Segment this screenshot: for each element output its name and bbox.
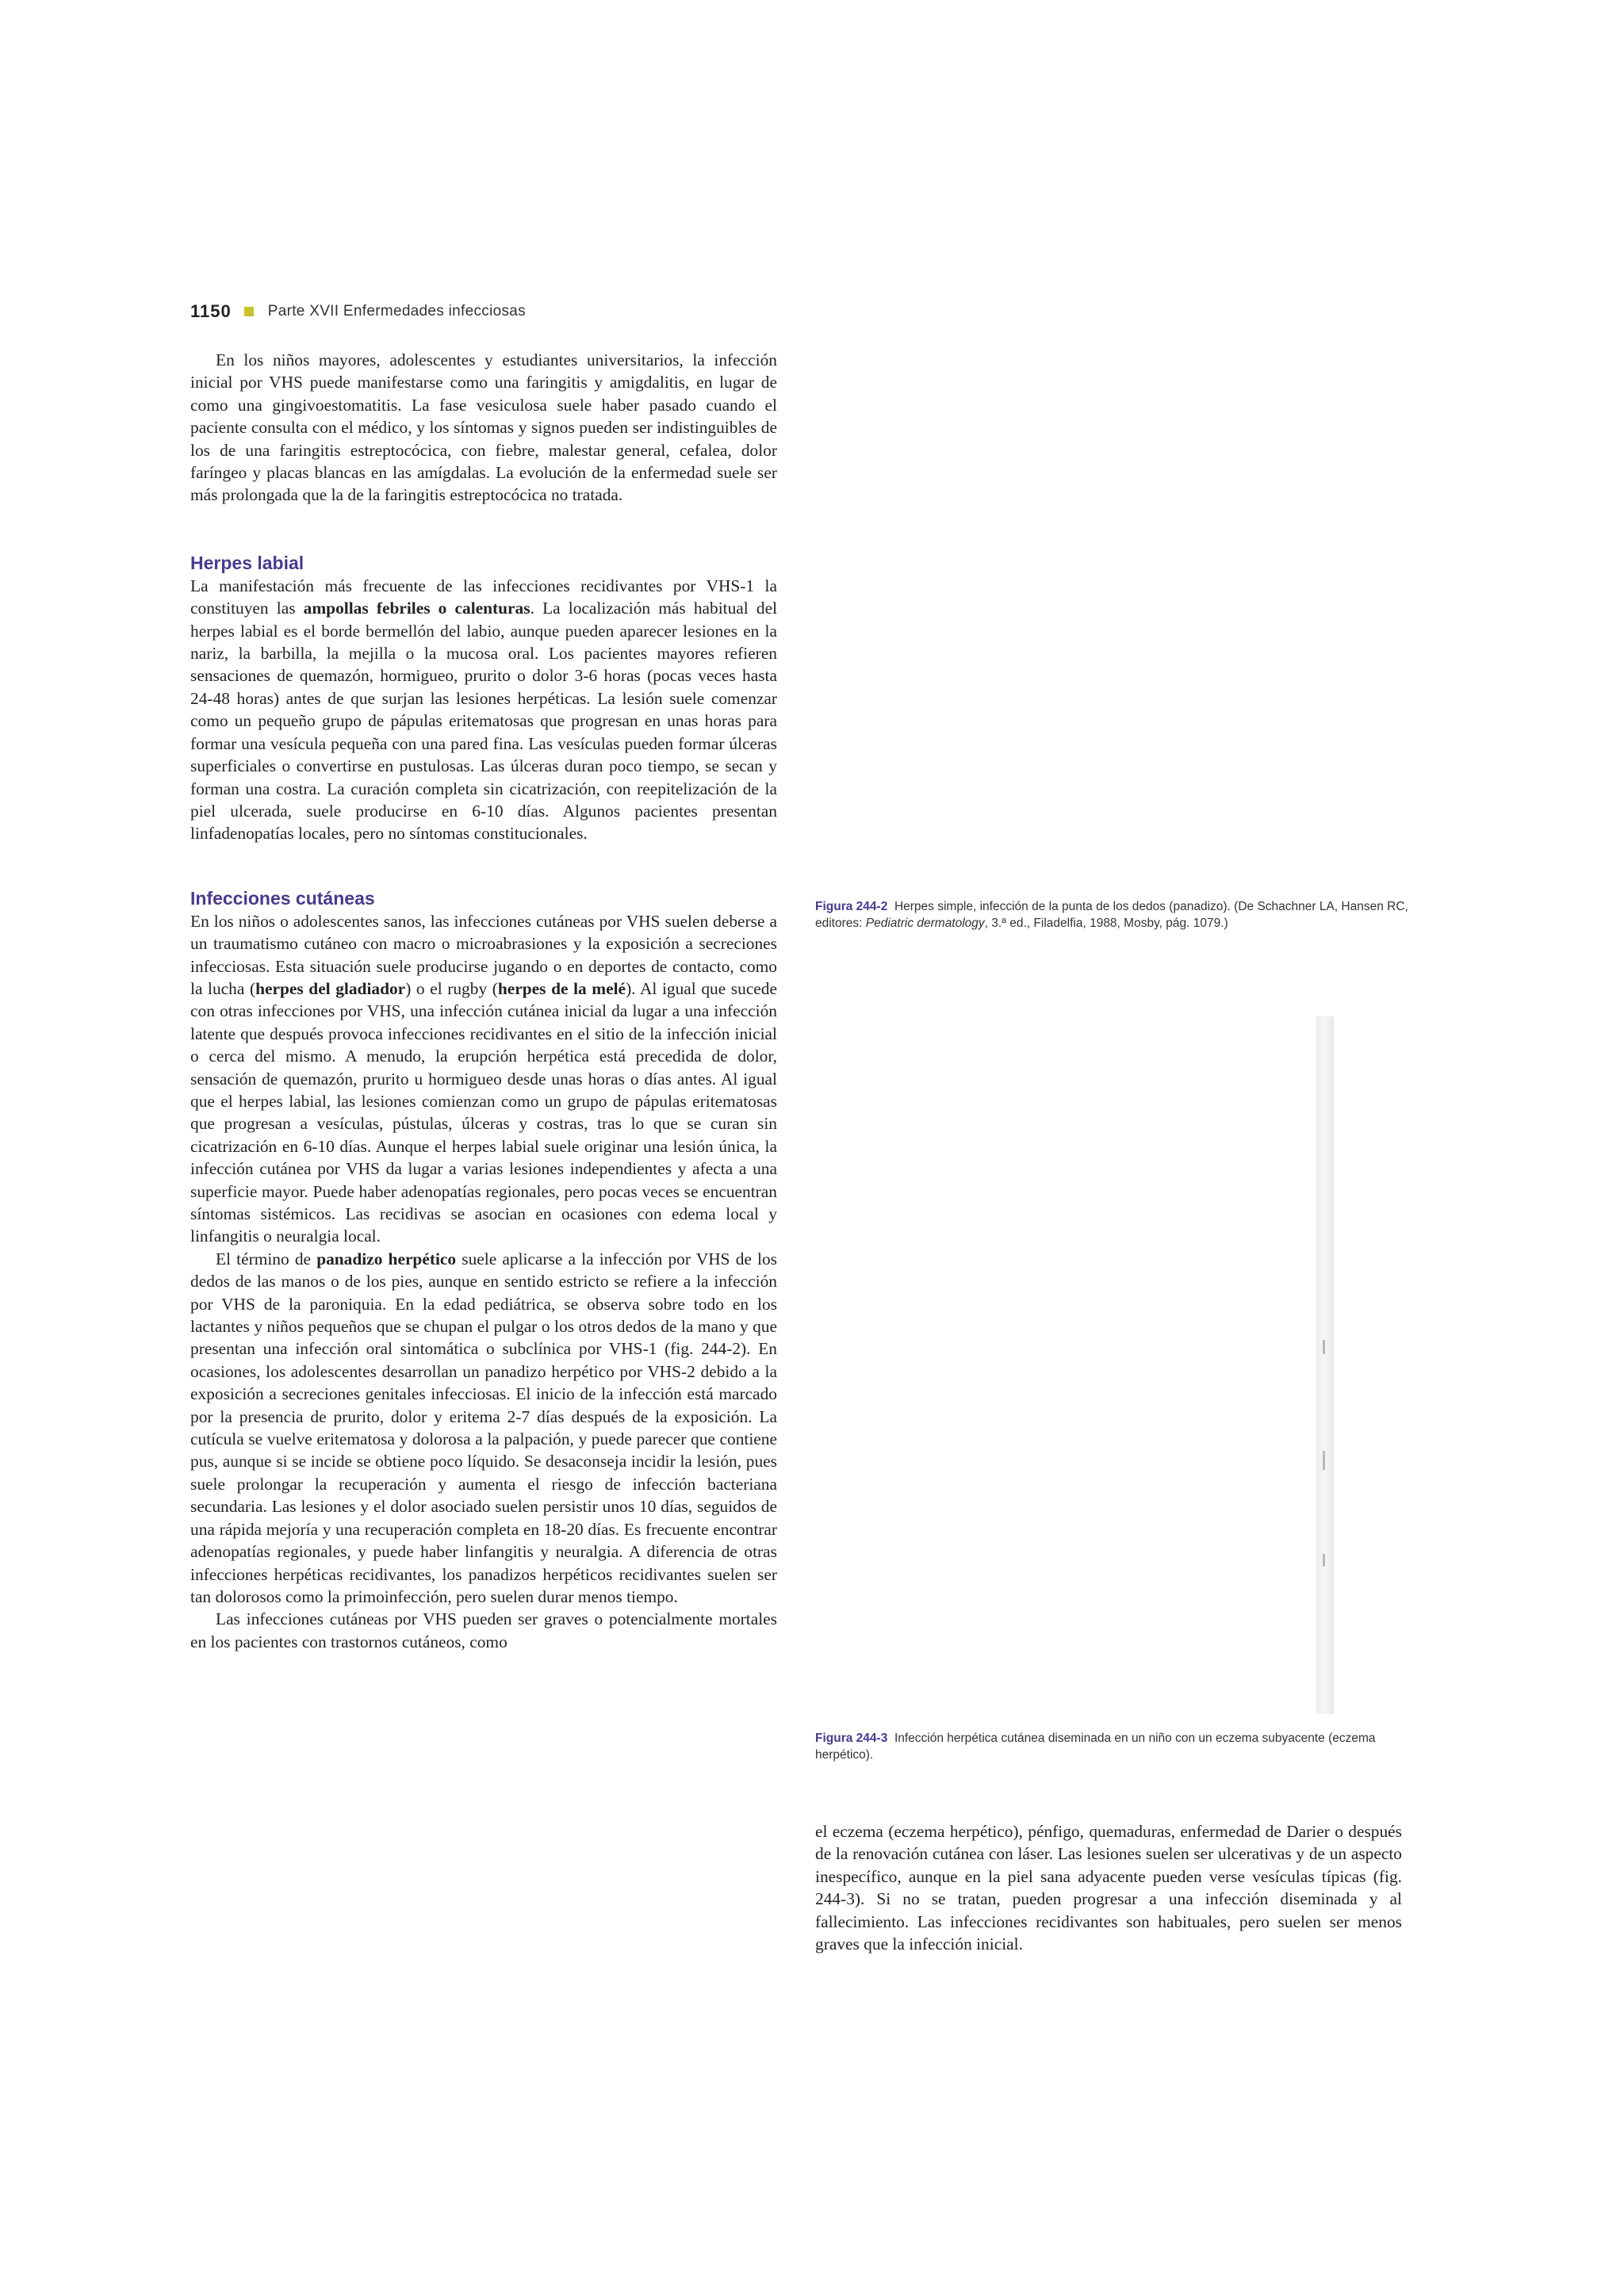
term-herpes-mele: herpes de la melé: [497, 978, 626, 998]
image-speck: [1323, 1451, 1325, 1470]
figure-244-2-image: [815, 347, 1402, 886]
image-speck: [1323, 1340, 1325, 1354]
term-ampollas-febriles: ampollas febriles o calenturas: [303, 599, 530, 618]
figure-244-2-caption: Figura 244-2 Herpes simple, infección de la punta de los dedos (panadizo). (De Schachner LA, Hansen RC, editores: Pediatric dermatology, 3.ª ed., Filadelfia, 1988, Mosby, pág. 1079.): [815, 900, 1408, 930]
figure-244-3-caption: Figura 244-3 Infección herpética cutánea diseminada en un niño con un eczema subyacente (eczema herpético).: [815, 1732, 1376, 1762]
cutaneas-paragraph-3: Las infecciones cutáneas por VHS pueden ser graves o potencialmente mortales en los pacientes con trastornos cutáneos, como: [190, 1609, 777, 1651]
page-number: 1150: [190, 301, 232, 321]
heading-infecciones-cutaneas: Infecciones cutáneas: [190, 887, 375, 909]
image-speck: [1323, 1554, 1325, 1567]
heading-herpes-labial: Herpes labial: [190, 552, 304, 573]
running-header: [190, 300, 526, 323]
section-title: Parte XVII Enfermedades infecciosas: [267, 303, 526, 320]
image-edge-strip: [1316, 1016, 1334, 1714]
figure-label: Figura 244-2: [815, 900, 888, 913]
intro-paragraph: En los niños mayores, adolescentes y estudiantes universitarios, la infección inicial por VHS puede manifestarse como una faringitis y amigdalitis, en lugar de como una gingivoestomatitis. La fase vesiculosa suele haber pasado cuando el paciente consulta con el médico, y los síntomas y signos pueden ser indistinguibles de los de una faringitis estreptocócica, con fiebre, malestar general, cefalea, dolor faríngeo y placas blancas en las amígdalas. La evolución de la enfermedad suele ser más prolongada que la de la faringitis estreptocócica no tratada.: [190, 350, 777, 505]
left-text-column: [190, 349, 777, 1653]
cutaneas-paragraph-1: En los niños o adolescentes sanos, las infecciones cutáneas por VHS suelen deberse a un traumatismo cutáneo con macro o microabrasiones y la exposición a secreciones infecciosas. Esta situación suele producirse jugando o en deportes de contacto, como la lucha (herpes del gladiador) o el rugby (herpes de la melé). Al igual que sucede con otras infecciones por VHS, una infección cutánea inicial da lugar a una infección latente que después provoca infecciones recidivantes en el sitio de la infección inicial o cerca del mismo. A menudo, la erupción herpética está precedida de dolor, sensación de quemazón, prurito u hormigueo desde unas horas o días antes. Al igual que el herpes labial, las lesiones comienzan como un grupo de pápulas eritematosas que progresan a vesículas, pústulas, úlceras y costras, tras lo que se curan sin cicatrización en 6-10 días. Aunque el herpes labial suele originar una lesión única, la infección cutánea por VHS da lugar a varias lesiones independientes y afecta a una superficie mayor. Puede haber adenopatías regionales, pero pocas veces se encuentran síntomas sistémicos. Las recidivas se asocian en ocasiones con edema local y linfangitis o neuralgia local.: [190, 911, 777, 1246]
cutaneas-paragraph-2: El término de panadizo herpético suele aplicarse a la infección por VHS de los dedos de las manos o de los pies, aunque en sentido estricto se refiere a la infección por VHS de la paroniquia. En la edad pediátrica, se observa sobre todo en los lactantes y niños pequeños que se chupan el pulgar o los otros dedos de la mano y que presentan una infección oral sintomática o subclínica por VHS-1 (fig. 244-2). En ocasiones, los adolescentes desarrollan un panadizo herpético por VHS-2 debido a la exposición a secreciones genitales infecciosas. El inicio de la infección está marcado por la presencia de prurito, dolor y eritema 2-7 días después de la exposición. La cutícula se vuelve eritematosa y dolorosa a la palpación, y puede parecer que contiene pus, aunque si se incide se obtiene poco líquido. Se desaconseja incidir la lesión, pues suele prolongar la recuperación y aumenta el riesgo de infección bacteriana secundaria. Las lesiones y el dolor asociado suelen persistir unos 10 días, seguidos de una rápida mejoría y una recuperación completa en 18-20 días. Es frecuente encontrar adenopatías regionales, y puede haber linfangitis y neuralgia. A diferencia de otras infecciones herpéticas recidivantes, los panadizos herpéticos recidivantes suelen ser tan dolorosos como la primoinfección, pero suelen durar menos tiempo.: [190, 1249, 777, 1606]
herpes-labial-paragraph: La manifestación más frecuente de las infecciones recidivantes por VHS-1 la constituyen las ampollas febriles o calenturas. La localización más habitual del herpes labial es el borde bermellón del labio, aunque pueden aparecer lesiones en la nariz, la barbilla, la mejilla o la mucosa oral. Los pacientes mayores refieren sensaciones de quemazón, hormigueo, prurito o dolor 3-6 horas (pocas veces hasta 24-48 horas) antes de que surjan las lesiones herpéticas. La lesión suele comenzar como un pequeño grupo de pápulas eritematosas que progresan en unas horas para formar una vesícula pequeña con una pared fina. Las vesículas pueden formar úlceras superficiales o convertirse en pustulosas. Las úlceras duran poco tiempo, se secan y forman una costra. La curación completa sin cicatrización, con reepitelización de la piel ulcerada, suele producirse en 6-10 días. Algunos pacientes presentan linfadenopatías locales, pero no síntomas constitucionales.: [190, 576, 778, 844]
term-panadizo-herpetico: panadizo herpético: [316, 1249, 457, 1269]
right-text-column: [815, 1820, 1402, 1955]
term-herpes-gladiador: herpes del gladiador: [255, 978, 406, 998]
figure-label: Figura 244-3: [815, 1732, 888, 1745]
figure-244-3-image: [815, 1007, 1402, 1720]
header-square-marker: [244, 307, 254, 316]
right-paragraph: el eczema (eczema herpético), pénfigo, quemaduras, enfermedad de Darier o después de la renovación cutánea con láser. Las lesiones suelen ser ulcerativas y de un aspecto inespecífico, aunque en la piel sana adyacente pueden verse vesículas típicas (fig. 244-3). Si no se tratan, pueden progresar a una infección diseminada y al fallecimiento. Las infecciones recidivantes son habituales, pero suelen ser menos graves que la infección inicial.: [815, 1822, 1402, 1954]
